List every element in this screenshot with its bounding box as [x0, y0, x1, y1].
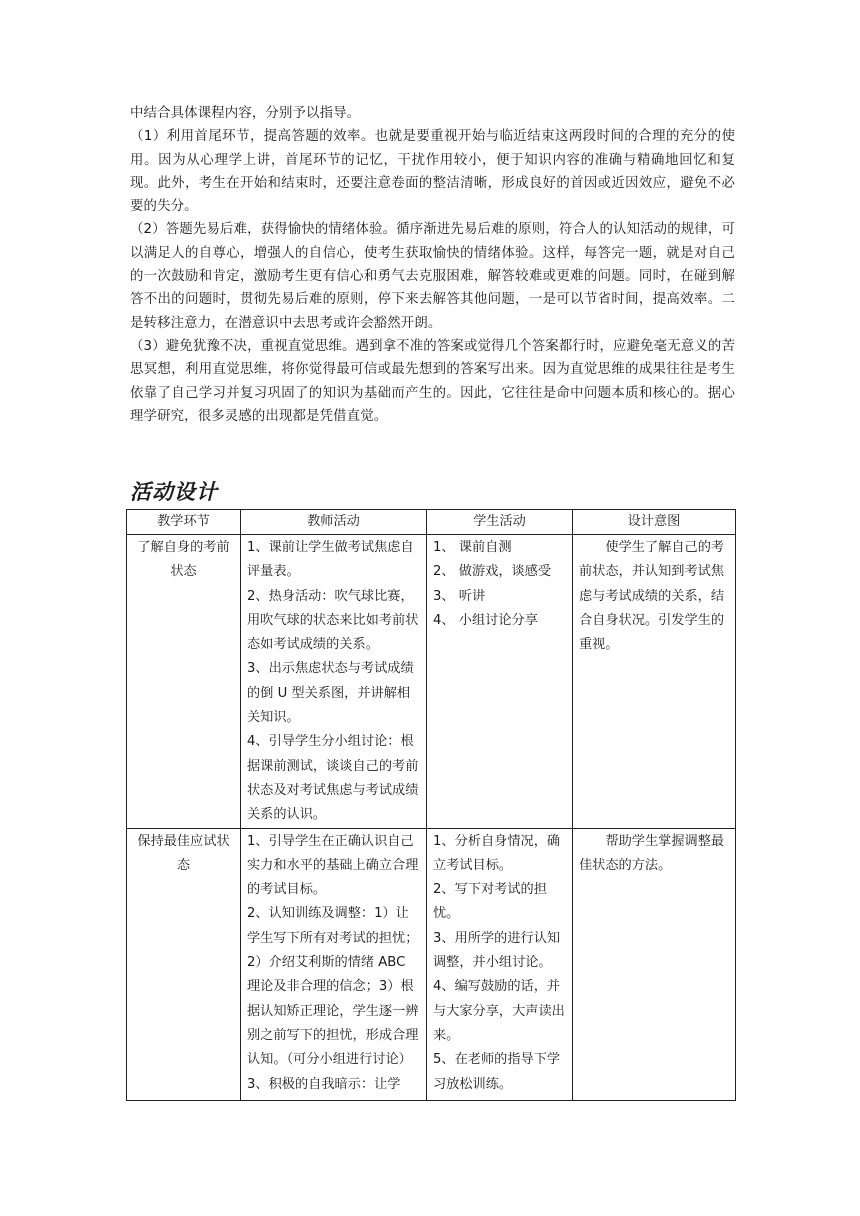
stage-cell: 保持最佳应试状态: [127, 828, 241, 1100]
paragraph: 中结合具体课程内容，分别予以指导。: [130, 106, 361, 121]
list-item: 1、课前让学生做考试焦虑自评量表。: [247, 540, 414, 580]
header-design-intent: 设计意图: [573, 510, 736, 535]
table-row: [127, 828, 736, 1100]
list-item: 2、写下对考试的担忧。: [433, 882, 547, 922]
list-item: 4、编写鼓励的话，并与大家分享，大声读出来。: [433, 979, 565, 1043]
list-item: 3、用所学的进行认知调整，并小组讨论。: [433, 930, 561, 971]
teacher-activity-cell: [241, 535, 427, 829]
list-item: 5、在老师的指导下学习放松训练。: [433, 1052, 561, 1092]
table-header-row: [127, 510, 736, 535]
list-item: 3、积极的自我暗示：让学: [247, 1076, 401, 1092]
section-title: 活动设计: [130, 480, 218, 504]
list-item: 1、分析自身情况，确立考试目标。: [433, 833, 561, 873]
list-item: 3、出示焦虑状态与考试成绩的倒 U 型关系图，并讲解相关知识。: [247, 661, 414, 726]
activity-design-table: [126, 509, 736, 1101]
teacher-activity-cell: [241, 828, 427, 1100]
header-student-activity: 学生活动: [427, 510, 573, 535]
table-row: [127, 535, 736, 829]
list-item: 2、热身活动：吹气球比赛，用吹气球的状态来比如考前状态如考试成绩的关系。: [247, 588, 419, 653]
list-item: 3、 听讲: [433, 588, 486, 604]
list-item: 2、认知训练及调整：1）让学生写下所有对考试的担忧；2）介绍艾利斯的情绪 ABC 理论及非合理的信念；3）根据认知矫正理论，学生逐一辨别之前写下的担忧，形成合理认知。（可分小组进行讨论）: [247, 906, 419, 1068]
student-activity-cell: [427, 535, 573, 829]
stage-cell: 了解自身的考前状态: [127, 535, 241, 829]
design-intent-cell: 使学生了解自己的考前状态，并认知到考试焦虑与考试成绩的关系，结合自身状况。引发学生的重视。: [573, 535, 736, 829]
list-item: 1、引导学生在正确认识自己实力和水平的基础上确立合理的考试目标。: [247, 833, 419, 898]
list-item: 2、 做游戏，谈感受: [433, 564, 552, 580]
list-item: 4、引导学生分小组讨论：根据课前测试，谈谈自己的考前状态及对考试焦虑与考试成绩关系的认识。: [247, 734, 419, 823]
paragraph: （3）避免犹豫不决，重视直觉思维。遇到拿不准的答案或觉得几个答案都行时，应避免毫无意义的苦思冥想，利用直觉思维，将你觉得最可信或最先想到的答案写出来。因为直觉思维的成果往往是考生依靠了自己学习并复习巩固了的知识为基础而产生的。因此，它往往是命中问题本质和核心的。据心理学研究，很多灵感的出现都是凭借直觉。: [130, 338, 735, 424]
design-intent-cell: 帮助学生掌握调整最佳状态的方法。: [573, 828, 736, 1100]
list-item: 1、 课前自测: [433, 540, 512, 555]
list-item: 4、 小组讨论分享: [433, 612, 538, 628]
header-teacher-activity: 教师活动: [241, 510, 427, 535]
header-stage: 教学环节: [127, 510, 241, 535]
paragraph: （1）利用首尾环节，提高答题的效率。也就是要重视开始与临近结束这两段时间的合理的充分的使用。因为从心理学上讲，首尾环节的记忆，干扰作用较小，便于知识内容的准确与精确地回忆和复现。此外，考生在开始和结束时，还要注意卷面的整洁清晰，形成良好的首因或近因效应，避免不必要的失分。: [130, 129, 735, 215]
body-text: [130, 102, 735, 428]
paragraph: （2）答题先易后难，获得愉快的情绪体验。循序渐进先易后难的原则，符合人的认知活动的规律，可以满足人的自尊心，增强人的自信心，使考生获取愉快的情绪体验。这样，每答完一题，就是对自己的一次鼓励和肯定，激励考生更有信心和勇气去克服困难，解答较难或更难的问题。同时，在碰到解答不出的问题时，贯彻先易后难的原则，停下来去解答其他问题，一是可以节省时间，提高效率。二是转移注意力，在潜意识中去思考或许会豁然开朗。: [130, 222, 735, 331]
student-activity-cell: [427, 828, 573, 1100]
